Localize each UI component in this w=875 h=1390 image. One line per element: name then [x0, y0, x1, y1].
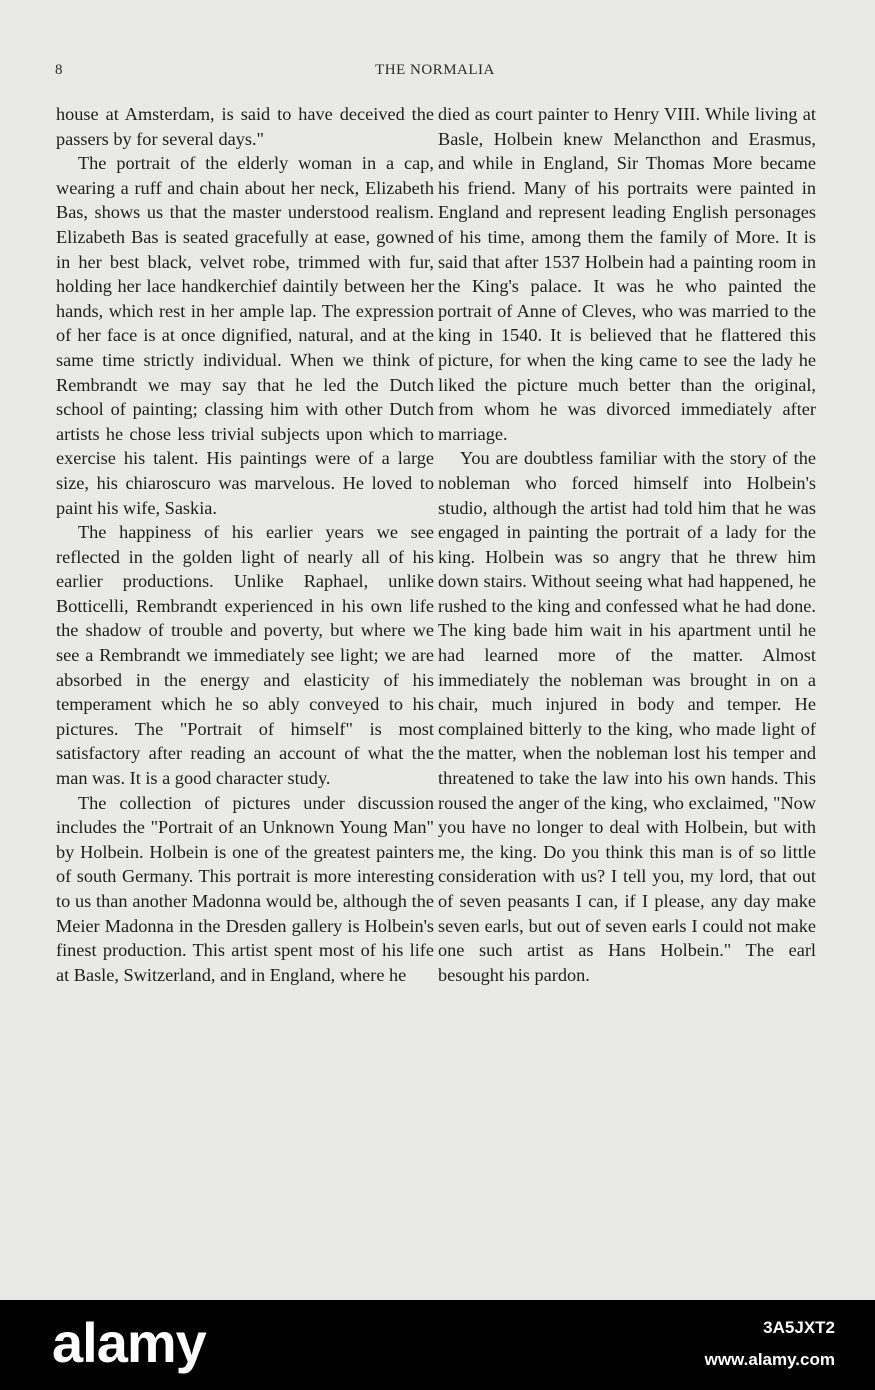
paragraph: house at Amsterdam, is said to have deceived the passers by for several days.": [56, 104, 434, 149]
paragraph: The collection of pictures under discussion includes the "Portrait of an Unknown Young Man" by Holbein. Holbein is one of the greatest painters of south Germany. This portrait is more interesting to us than another Madonna would be, although the Meier Madonna in the Dresden gallery is Holbein's finest production. This artist spent most of his life at Basle, Switzerland, and in England, where he: [56, 792, 434, 985]
running-title: THE NORMALIA: [375, 62, 495, 78]
paragraph: You are doubtless familiar with the story of the nobleman who forced himself into Holbein's studio, although the artist had told him that he was engaged in painting the portrait of a lady for the king. Holbein was so angry that he threw him down stairs. Without seeing what had happened, he rushed to the king and confessed what he had done. The king bade him wait in his apartment until he had learned more of the matter. Almost immediately the nobleman was brought in on a chair, much injured in body and temper. He complained bitterly to the king, who made light of the matter, when the nobleman lost his temper and threatened to take the law into his own hands. This roused the anger of the king, who exclaimed, "Now you have no longer to deal with Holbein, but with me, the king. Do you think this man is of so little consideration with us? I tell you, my lord, that out of seven peasants I can, if I please, any day make seven earls, but out of seven earls I could not make one such artist as Hans Holbein." The earl besought his pardon.: [438, 448, 816, 985]
right-column: [438, 102, 816, 987]
watermark-footer: [0, 1300, 875, 1390]
paragraph: The happiness of his earlier years we see reflected in the golden light of nearly all of his earlier productions. Unlike Raphael, unlike Botticelli, Rembrandt experienced in his own life the shadow of trouble and poverty, but where we see a Rembrandt we immediately see light; we are absorbed in the energy and elasticity of his temperament which he so ably conveyed to his pictures. The "Portrait of himself" is most satisfactory after reading an account of what the man was. It is a good character study.: [56, 522, 434, 789]
paragraph: died as court painter to Henry VIII. While living at Basle, Holbein knew Melancthon and Erasmus, and while in England, Sir Thomas More became his friend. Many of his portraits were painted in England and represent leading English personages of his time, among them the family of More. It is said that after 1537 Holbein had a painting room in the King's palace. It was he who painted the portrait of Anne of Cleves, who was married to the king in 1540. It is believed that he flattered this picture, for when the king came to see the lady he liked the picture much better than the original, from whom he was divorced immediately after marriage.: [438, 104, 816, 444]
page-number: 8: [55, 62, 63, 78]
left-column: [56, 102, 434, 987]
image-id: 3A5JXT2: [763, 1318, 835, 1337]
paragraph: The portrait of the elderly woman in a cap, wearing a ruff and chain about her neck, Elizabeth Bas, shows us that the master understood realism. Elizabeth Bas is seated gracefully at ease, gowned in her best black, velvet robe, trimmed with fur, holding her lace handkerchief daintily between her hands, which rest in her ample lap. The expression of her face is at once dignified, natural, and at the same time strictly individual. When we think of Rembrandt we may say that he led the Dutch school of painting; classing him with other Dutch artists he chose less trivial subjects upon which to exercise his talent. His paintings were of a large size, his chiaroscuro was marvelous. He loved to paint his wife, Saskia.: [56, 153, 434, 518]
brand-logo: alamy: [52, 1311, 206, 1374]
site-url: www.alamy.com: [704, 1350, 835, 1369]
page-header: [55, 62, 815, 84]
